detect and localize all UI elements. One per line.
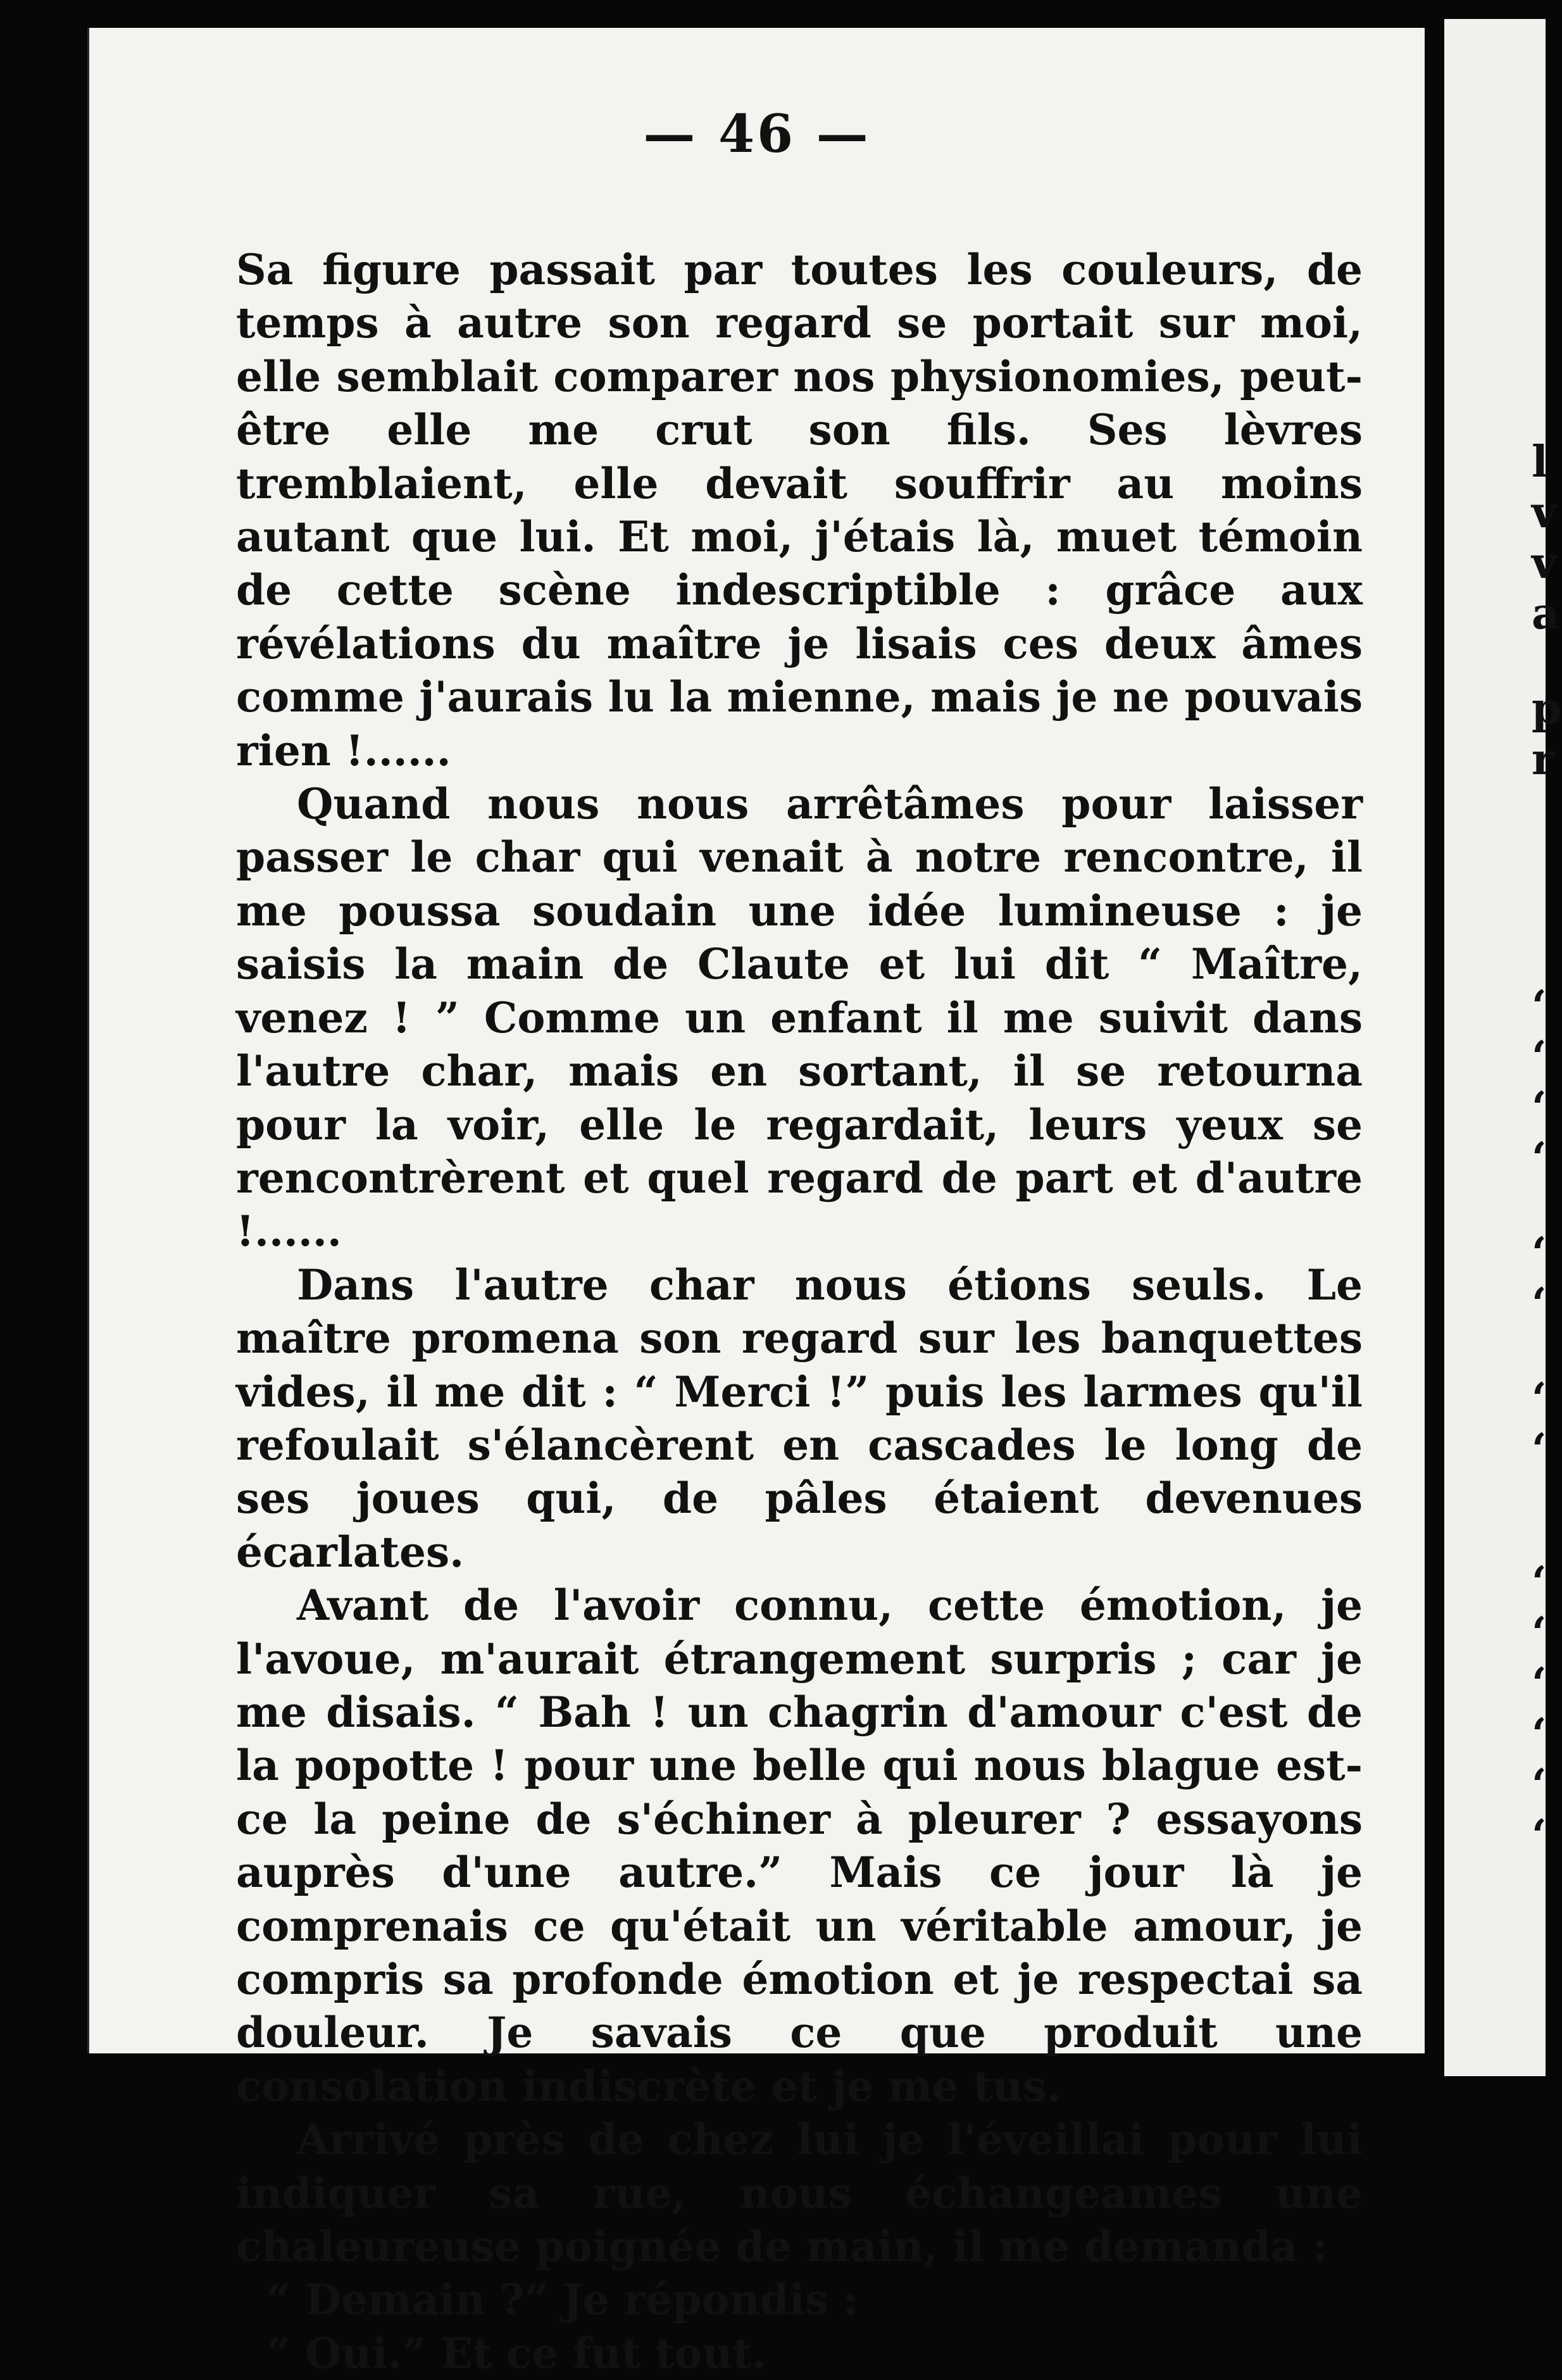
paragraph-7: “ Oui.” Et ce fut tout. [266, 2328, 767, 2378]
edge-glyph: v [1532, 538, 1557, 589]
edge-glyph: ‘ [1532, 981, 1547, 1032]
paragraph-6: “ Demain ?” Je répondis : [266, 2275, 859, 2325]
edge-glyph: ‘ [1532, 1374, 1547, 1424]
edge-glyph: ‘ [1532, 1279, 1547, 1329]
edge-glyph: p [1532, 684, 1562, 734]
edge-glyph: ‘ [1532, 1557, 1547, 1608]
paragraph-3: Dans l'autre char nous étions seuls. Le maître promena son regard sur les banquettes vides, il me dit : “ Merci !” puis les larmes qu'il refoulait s'élancèrent en cascades le long de ses joues qui, de pâles étaient devenues écarlates. [236, 1260, 1363, 1577]
edge-glyph: l [1532, 437, 1548, 487]
edge-glyph: ‘ [1532, 1424, 1547, 1475]
edge-glyph: ‘ [1532, 1760, 1547, 1810]
edge-glyph: a [1532, 589, 1560, 639]
edge-glyph: ‘ [1532, 1133, 1547, 1184]
edge-glyph: ‘ [1532, 1658, 1547, 1709]
edge-glyph: v [1532, 487, 1557, 538]
edge-glyph: ‘ [1532, 1608, 1547, 1658]
paragraph-4: Avant de l'avoir connu, cette émotion, je l'avoue, m'aurait étrangement surpris ; car je me disais. “ Bah ! un chagrin d'amour c'est de la popotte ! pour une belle qui nous blague est-ce la peine de s'échiner à pleurer ? essayons auprès d'une autre.” Mais ce jour là je comprenais ce qu'était un véritable amour, je compris sa profonde émotion et je respectai sa douleur. Je savais ce que produit une consolation indiscrète et je me tus. [236, 1581, 1363, 2111]
edge-glyph: ‘ [1532, 1810, 1547, 1861]
book-page [87, 28, 1425, 2378]
edge-glyph: ‘ [1532, 1032, 1547, 1082]
paragraph-5: Arrivé près de chez lui je l'éveillai pour lui indiquer sa rue, nous échangeames une chaleureuse poignée de main, il me demanda : [236, 2115, 1363, 2272]
edge-glyph: ‘ [1532, 1082, 1547, 1133]
adjacent-page-edge [1444, 19, 1546, 2076]
page-body [236, 243, 1363, 2380]
page-number: — 46 — [643, 104, 871, 165]
paragraph-2: Quand nous nous arrêtâmes pour laisser passer le char qui venait à notre rencontre, il me poussa soudain une idée lumineuse : je saisis la main de Claute et lui dit “ Maître, venez ! ” Comme un enfant il me suivit dans l'autre char, mais en sortant, il se retourna pour la voir, elle le regardait, leurs yeux se rencontrèrent et quel regard de part et d'autre !...... [236, 779, 1363, 1256]
edge-glyph: r [1532, 734, 1554, 785]
edge-glyph: ‘ [1532, 1709, 1547, 1760]
paragraph-1: Sa figure passait par toutes les couleurs, de temps à autre son regard se portait sur moi, elle semblait comparer nos physionomies, peut-être elle me crut son fils. Ses lèvres tremblaient, elle devait souffrir au moins autant que lui. Et moi, j'étais là, muet témoin de cette scène indescriptible : grâce aux révélations du maître je lisais ces deux âmes comme j'aurais lu la mienne, mais je ne pouvais rien !...... [236, 245, 1363, 775]
edge-glyph: ‘ [1532, 1228, 1547, 1279]
